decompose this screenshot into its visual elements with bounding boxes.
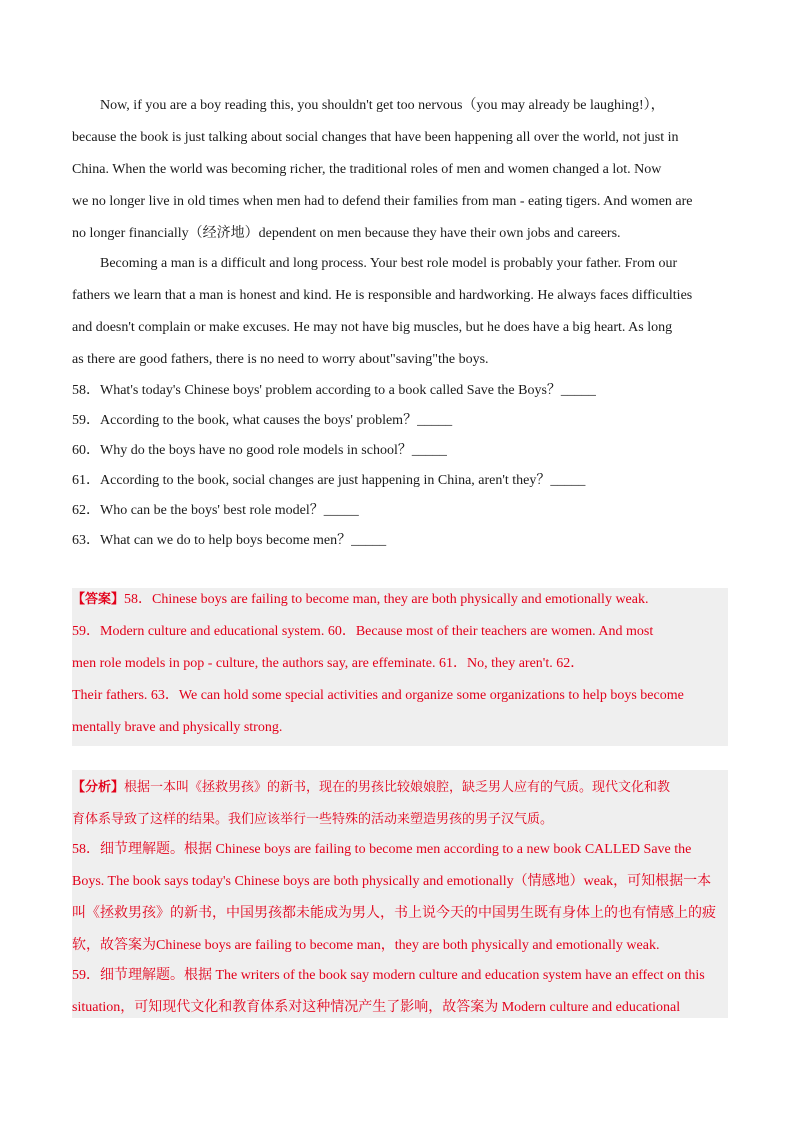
analysis-line: Boys. The book says today's Chinese boys are both physically and emotionally（情感地）weak，可知根据一本 bbox=[72, 874, 712, 889]
passage-line: fathers we learn that a man is honest and kind. He is responsible and hardworking. He always faces difficulties bbox=[72, 288, 693, 303]
question-61: 61．According to the book, social changes are just happening in China, aren't they？_____ bbox=[72, 473, 586, 488]
passage-line: no longer financially（经济地）dependent on men because they have their own jobs and careers. bbox=[72, 226, 621, 241]
analysis-tag: 【分析】 bbox=[72, 780, 125, 795]
analysis-line: situation，可知现代文化和教育体系对这种情况产生了影响，故答案为 Modern culture and educational bbox=[72, 1000, 681, 1015]
answer-line: 59．Modern culture and educational system. 60．Because most of their teachers are women. And most bbox=[72, 624, 654, 639]
passage-line: China. When the world was becoming richer, the traditional roles of men and women changed a lot. Now bbox=[72, 162, 662, 177]
passage-line: we no longer live in old times when men had to defend their families from man - eating tigers. And women are bbox=[72, 194, 693, 209]
passage-line: Now, if you are a boy reading this, you shouldn't get too nervous（you may already be laughing!）， bbox=[100, 98, 665, 113]
analysis-line: 育体系导致了这样的结果。我们应该举行一些特殊的活动来塑造男孩的男子汉气质。 bbox=[72, 812, 554, 827]
passage-line: because the book is just talking about social changes that have been happening all over the world, not just in bbox=[72, 130, 679, 145]
analysis-line: 58．细节理解题。根据 Chinese boys are failing to become men according to a new book CALLED Save the bbox=[72, 842, 692, 857]
answer-line bbox=[72, 590, 728, 610]
analysis-text: 根据一本叫《拯救男孩》的新书，现在的男孩比较娘娘腔，缺乏男人应有的气质。现代文化和教 bbox=[124, 780, 671, 795]
passage-line: Becoming a man is a difficult and long process. Your best role model is probably your father. From our bbox=[100, 256, 678, 271]
question-59: 59．According to the book, what causes the boys' problem？_____ bbox=[72, 413, 453, 428]
analysis-line bbox=[72, 778, 728, 798]
answer-line: Their fathers. 63．We can hold some special activities and organize some organizations to help boys become bbox=[72, 688, 684, 703]
answer-text: 58．Chinese boys are failing to become man, they are both physically and emotionally weak. bbox=[124, 592, 649, 607]
answer-tag: 【答案】 bbox=[72, 592, 125, 607]
question-62: 62．Who can be the boys' best role model？_____ bbox=[72, 503, 359, 518]
answer-line: men role models in pop - culture, the authors say, are effeminate. 61．No, they aren't. 62． bbox=[72, 656, 585, 671]
answer-line: mentally brave and physically strong. bbox=[72, 720, 283, 735]
analysis-line: 软，故答案为Chinese boys are failing to become man，they are both physically and emotionally weak. bbox=[72, 938, 660, 953]
passage-line: and doesn't complain or make excuses. He may not have big muscles, but he does have a big heart. As long bbox=[72, 320, 673, 335]
question-58: 58．What's today's Chinese boys' problem according to a book called Save the Boys？_____ bbox=[72, 383, 596, 398]
question-60: 60．Why do the boys have no good role models in school？_____ bbox=[72, 443, 447, 458]
analysis-line: 59．细节理解题。根据 The writers of the book say modern culture and education system have an effect on this bbox=[72, 968, 705, 983]
passage-line: as there are good fathers, there is no need to worry about"saving"the boys. bbox=[72, 352, 489, 367]
question-63: 63．What can we do to help boys become men？_____ bbox=[72, 533, 387, 548]
analysis-line: 叫《拯救男孩》的新书，中国男孩都未能成为男人，书上说今天的中国男生既有身体上的也有情感上的疲 bbox=[72, 906, 716, 921]
